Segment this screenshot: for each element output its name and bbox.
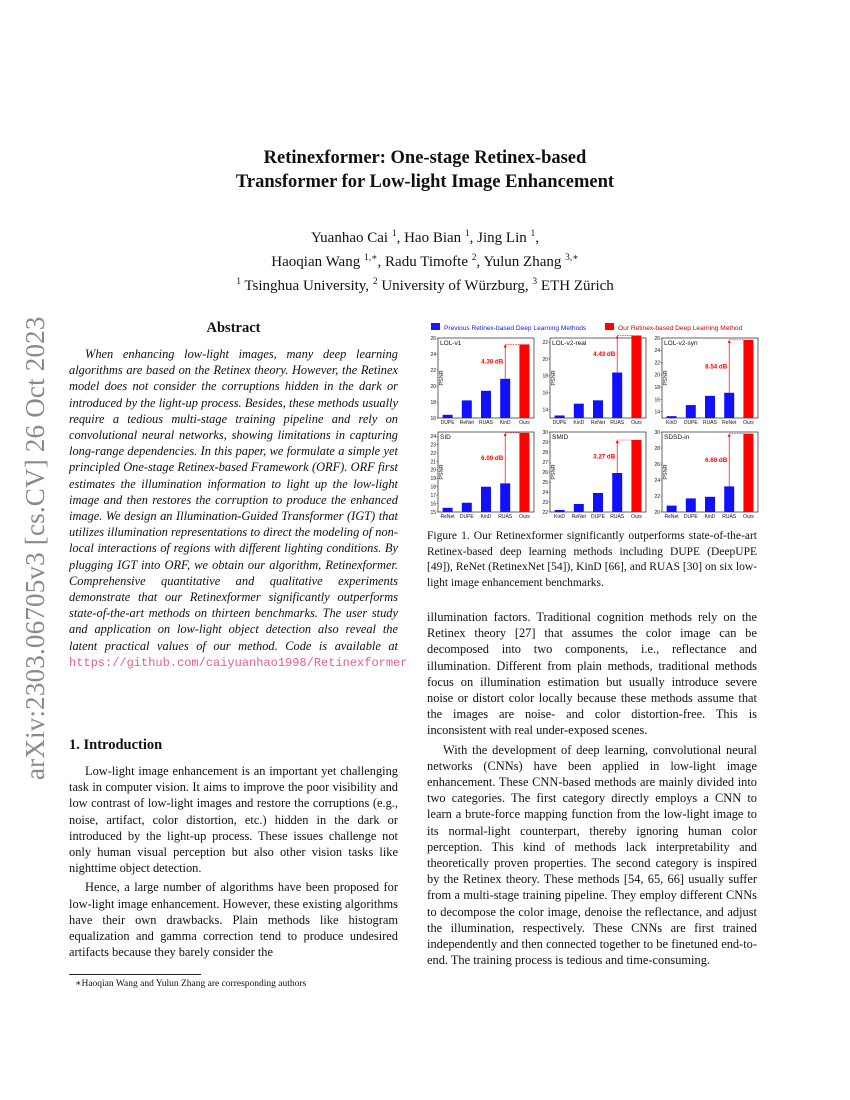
y-tick-label: 28 xyxy=(654,445,660,452)
arxiv-identifier: arXiv:2303.06705v3 [cs.CV] 26 Oct 2023 xyxy=(20,316,50,780)
right-paragraph-2: With the development of deep learning, convolutional neural networks (CNNs) have been applied in low-light image enhancement. These CNN-based methods are mainly divided into two categories. The first category directly employs a CNN to learn a brute-force mapping function from the low-light image to its normal-light counterpart, thereby ignoring human color perception. This kind of methods lack interpretability and theoretically proven properties. The second category is inspired by the Retinex theory. These methods [54, 65, 66] usually suffer from a multi-stage training pipeline. They employ different CNNs to decompose the color image, denoise the reflectance, and adjust the illumination, respectively. These CNNs are first trained independently and then connected together to be finetuned end-to-end. The training process is tedious and time-consuming. xyxy=(427,742,757,968)
bar-previous xyxy=(574,504,584,512)
x-tick-label: DUPE xyxy=(459,514,474,520)
x-tick-label: Ours xyxy=(518,420,530,426)
y-tick-label: 18 xyxy=(654,385,660,392)
affiliation: Tsinghua University, xyxy=(244,278,370,294)
y-tick-label: 18 xyxy=(430,399,436,406)
affiliation: University of Würzburg, xyxy=(381,278,529,294)
y-tick-label: 26 xyxy=(654,335,660,342)
bar-ours xyxy=(519,344,529,418)
intro-heading: 1. Introduction xyxy=(69,737,163,753)
bar-previous xyxy=(555,415,565,418)
y-tick-label: 20 xyxy=(542,356,548,363)
abstract-heading: Abstract xyxy=(206,320,261,336)
x-tick-label: KinD xyxy=(666,420,678,426)
author-name: Hao Bian xyxy=(404,230,462,246)
bar-previous xyxy=(705,497,715,512)
affil-mark: 2 xyxy=(471,253,477,263)
y-tick-label: 20 xyxy=(654,509,660,516)
y-tick-label: 24 xyxy=(654,477,660,484)
y-tick-label: 20 xyxy=(430,467,436,474)
y-axis-label: PSNR xyxy=(663,464,669,480)
y-axis-label: PSNR xyxy=(551,464,557,480)
bar-previous xyxy=(481,391,491,418)
bar-previous xyxy=(462,503,472,512)
figure-caption-block xyxy=(427,529,757,591)
title-line-2: Transformer for Low-light Image Enhancement xyxy=(235,172,615,192)
y-tick-label: 22 xyxy=(654,493,660,500)
bar-ours xyxy=(519,433,529,512)
bar-previous xyxy=(500,483,510,512)
figure-1-charts xyxy=(425,320,760,523)
bar-previous xyxy=(593,400,603,418)
affil-mark: 3 xyxy=(532,277,538,287)
bar-previous xyxy=(724,486,734,512)
y-tick-label: 22 xyxy=(542,509,548,516)
bar-ours xyxy=(743,340,753,418)
x-tick-label: Ours xyxy=(518,514,530,520)
bar-previous xyxy=(686,498,696,512)
y-tick-label: 30 xyxy=(542,429,548,436)
chart-title: LOL-v1 xyxy=(440,340,462,347)
y-tick-label: 21 xyxy=(430,459,436,466)
bar-previous xyxy=(555,510,565,512)
paper-title xyxy=(130,146,720,194)
bar-ours xyxy=(631,440,641,512)
x-tick-label: RUAS xyxy=(722,514,737,520)
authors-line-1: Yuanhao Cai $^1$, Hao Bian $^1$, Jing Lin $^1$, xyxy=(311,229,539,246)
bar-ours xyxy=(631,335,641,418)
x-tick-label: KinD xyxy=(704,514,716,520)
y-tick-label: 15 xyxy=(430,509,436,516)
y-tick-label: 22 xyxy=(654,360,660,367)
abstract-section xyxy=(69,320,408,671)
y-tick-label: 18 xyxy=(542,373,548,380)
gap-annotation: 6.60 dB xyxy=(705,457,728,464)
affil-mark: 2 xyxy=(372,277,378,287)
legend-swatch-previous xyxy=(431,323,440,330)
author-name: Haoqian Wang xyxy=(271,254,361,270)
chart-title: SID xyxy=(440,434,451,441)
affiliations xyxy=(130,272,720,296)
y-tick-label: 16 xyxy=(654,397,660,404)
chart-title: SMID xyxy=(552,434,569,441)
abstract-body: When enhancing low-light images, many deep learning algorithms are based on the Retinex theory. However, the Retinex model does not consider the corruptions hidden in the dark or introduced by the light-up process. Besides, these methods usually require a tedious multi-stage training pipeline and rely on convolutional neural networks, showing limitations in capturing long-range dependencies. In this paper, we formulate a simple yet principled One-stage Retinex-based Framework (ORF). ORF first estimates the illumination information to light up the low-light image and then restores the corruption to produce the enhanced image. We design an Illumination-Guided Transformer (IGT) that utilizes illumination representations to direct the modeling of non-local interactions of regions with different lighting conditions. By plugging IGT into ORF, we obtain our algorithm, Retinexformer. Comprehensive quantitative and qualitative experiments demonstrate that our Retinexformer significantly outperforms state-of-the-art methods on thirteen benchmarks. The user study and application on low-light object detection also reveal the latent practical values of our method. Code is available at xyxy=(69,347,398,653)
y-tick-label: 23 xyxy=(542,499,548,506)
y-tick-label: 26 xyxy=(542,469,548,476)
y-tick-label: 23 xyxy=(430,442,436,449)
legend-label-previous: Previous Retinex-based Deep Learning Methods xyxy=(444,325,587,332)
affil-mark: 3,∗ xyxy=(565,253,579,263)
y-axis-label: PSNR xyxy=(439,370,445,386)
y-tick-label: 16 xyxy=(542,390,548,397)
y-tick-label: 24 xyxy=(430,351,436,358)
x-tick-label: ReNet xyxy=(459,420,474,426)
x-tick-label: KinD xyxy=(499,420,511,426)
authors-line-2: Haoqian Wang $^{1,∗}$, Radu Timofte $^2$, Yulun Zhang $^{3,∗}$ xyxy=(271,253,579,270)
gap-annotation: 6.00 dB xyxy=(481,455,504,463)
y-tick-label: 16 xyxy=(430,501,436,508)
y-tick-label: 24 xyxy=(430,434,436,441)
figure-caption: Figure 1. Our Retinexformer significantly outperforms state-of-the-art Retinex-based deep learning methods including DUPE (DeepUPE [49]), ReNet (RetinexNet [54]), KinD [66], and RUAS [30] on six low-light image enhancement benchmarks. xyxy=(427,530,757,589)
x-tick-label: Ours xyxy=(630,420,642,426)
title-line-1: Retinexformer: One-stage Retinex-based xyxy=(263,148,587,168)
code-link[interactable]: https://github.com/caiyuanhao1998/Retinexformer xyxy=(69,655,408,670)
y-axis-label: PSNR xyxy=(663,370,669,386)
x-tick-label: DUPE xyxy=(683,420,698,426)
x-tick-label: ReNet xyxy=(440,514,455,520)
bar-previous xyxy=(500,379,510,418)
x-tick-label: KinD xyxy=(480,514,492,520)
bar-previous xyxy=(443,415,453,418)
author-name: Radu Timofte xyxy=(385,254,468,270)
affil-mark: 1 xyxy=(391,229,397,239)
bar-previous xyxy=(667,506,677,512)
author-name: Yulun Zhang xyxy=(483,254,562,270)
bar-previous xyxy=(686,405,696,418)
y-tick-label: 29 xyxy=(542,439,548,446)
affil-mark: 1 xyxy=(464,229,470,239)
bar-previous xyxy=(612,373,622,418)
y-tick-label: 26 xyxy=(430,335,436,342)
x-tick-label: ReNet xyxy=(590,420,606,426)
y-tick-label: 16 xyxy=(430,415,436,422)
x-tick-label: Ours xyxy=(742,420,754,426)
gap-annotation: 4.43 dB xyxy=(593,351,616,358)
y-tick-label: 25 xyxy=(542,479,548,486)
x-tick-label: RUAS xyxy=(498,514,513,520)
gap-annotation: 3.27 dB xyxy=(593,453,616,461)
y-tick-label: 24 xyxy=(542,489,548,496)
author-name: Yuanhao Cai xyxy=(311,230,389,246)
y-tick-label: 28 xyxy=(542,449,548,456)
y-tick-label: 20 xyxy=(654,372,660,379)
y-tick-label: 14 xyxy=(654,409,660,416)
affil-mark: 1,∗ xyxy=(363,253,378,263)
legend-swatch-ours xyxy=(605,323,614,330)
right-paragraph-1: illumination factors. Traditional cognition methods rely on the Retinex theory [27] that assumes the color image can be decomposed into two components, i.e., reflectance and illumination. Different from plain methods, traditional methods focus on illumination estimation but usually introduce severe noise or distort color locally because these methods assume that the images are noise- and color distortion-free. This is inconsistent with real under-exposed scenes. xyxy=(427,610,757,738)
bar-previous xyxy=(462,400,472,418)
affiliation: ETH Zürich xyxy=(540,278,614,294)
footnote-rule xyxy=(69,974,201,975)
x-tick-label: DUPE xyxy=(552,420,567,426)
y-tick-label: 24 xyxy=(654,348,660,355)
y-axis-label: PSNR xyxy=(439,464,445,480)
chart-title: LOL-v2-syn xyxy=(664,340,698,347)
x-tick-label: RUAS xyxy=(479,420,493,426)
gap-arrow-head xyxy=(616,335,619,338)
author-block xyxy=(130,224,720,296)
bar-previous xyxy=(481,487,491,512)
x-tick-label: DUPE xyxy=(591,514,605,520)
x-tick-label: ReNet xyxy=(664,514,679,520)
abstract-text xyxy=(69,346,408,671)
affil-mark: 1 xyxy=(236,277,241,287)
introduction-section xyxy=(69,737,398,960)
x-tick-label: RUAS xyxy=(610,420,625,426)
y-tick-label: 14 xyxy=(542,407,548,414)
author-name: Jing Lin xyxy=(477,230,527,246)
y-tick-label: 19 xyxy=(430,476,436,483)
bar-previous xyxy=(705,396,715,418)
y-tick-label: 22 xyxy=(430,450,436,457)
x-tick-label: DUPE xyxy=(683,514,698,520)
y-tick-label: 27 xyxy=(542,459,548,466)
chart-title: SDSD-in xyxy=(664,434,690,441)
x-tick-label: ReNet xyxy=(571,514,586,520)
chart-title: LOL-v2-real xyxy=(552,340,587,347)
bar-previous xyxy=(667,416,677,418)
right-column-text xyxy=(427,609,757,968)
bar-ours xyxy=(743,434,753,512)
gap-annotation: 8.54 dB xyxy=(705,363,728,371)
x-tick-label: KinD xyxy=(554,514,566,520)
x-tick-label: DUPE xyxy=(440,420,455,426)
x-tick-label: Ours xyxy=(742,514,754,520)
x-tick-label: Ours xyxy=(630,514,642,520)
affil-mark: 1 xyxy=(530,229,536,239)
y-tick-label: 20 xyxy=(430,383,436,390)
x-tick-label: RUAS xyxy=(610,514,625,520)
bar-previous xyxy=(612,473,622,512)
bar-previous xyxy=(593,493,603,512)
y-tick-label: 22 xyxy=(542,340,548,347)
y-tick-label: 22 xyxy=(430,367,436,374)
y-tick-label: 18 xyxy=(430,484,436,491)
bar-previous xyxy=(574,404,584,418)
intro-paragraph-1: Low-light image enhancement is an important yet challenging task in computer vision. It aims to improve the poor visibility and low contrast of low-light images and restore the corruptions (e.g., noise, artifact, color distortion, etc.) hidden in the dark or introduced by the light-up process. These issues challenge not only human visual perception but also other vision tasks like nighttime object detection. xyxy=(69,764,398,876)
x-tick-label: ReNet xyxy=(722,420,737,426)
y-tick-label: 26 xyxy=(654,461,660,468)
x-tick-label: RUAS xyxy=(703,420,717,426)
y-axis-label: PSNR xyxy=(551,370,557,386)
y-tick-label: 30 xyxy=(654,429,660,436)
gap-annotation: 4.30 dB xyxy=(481,358,504,366)
x-tick-label: KinD xyxy=(573,420,585,426)
intro-paragraph-2: Hence, a large number of algorithms have been proposed for low-light image enhancement. However, these existing algorithms have their own drawbacks. Plain methods like histogram equalization and gamma correction tend to produce undesired artifacts because they barely consider the xyxy=(69,880,398,960)
y-tick-label: 17 xyxy=(430,492,436,499)
bar-previous xyxy=(443,508,453,512)
legend-label-ours: Our Retinex-based Deep Learning Method xyxy=(618,325,743,332)
footnote: ∗Haoqian Wang and Yulun Zhang are corresponding authors xyxy=(75,979,307,989)
bar-previous xyxy=(724,393,734,418)
